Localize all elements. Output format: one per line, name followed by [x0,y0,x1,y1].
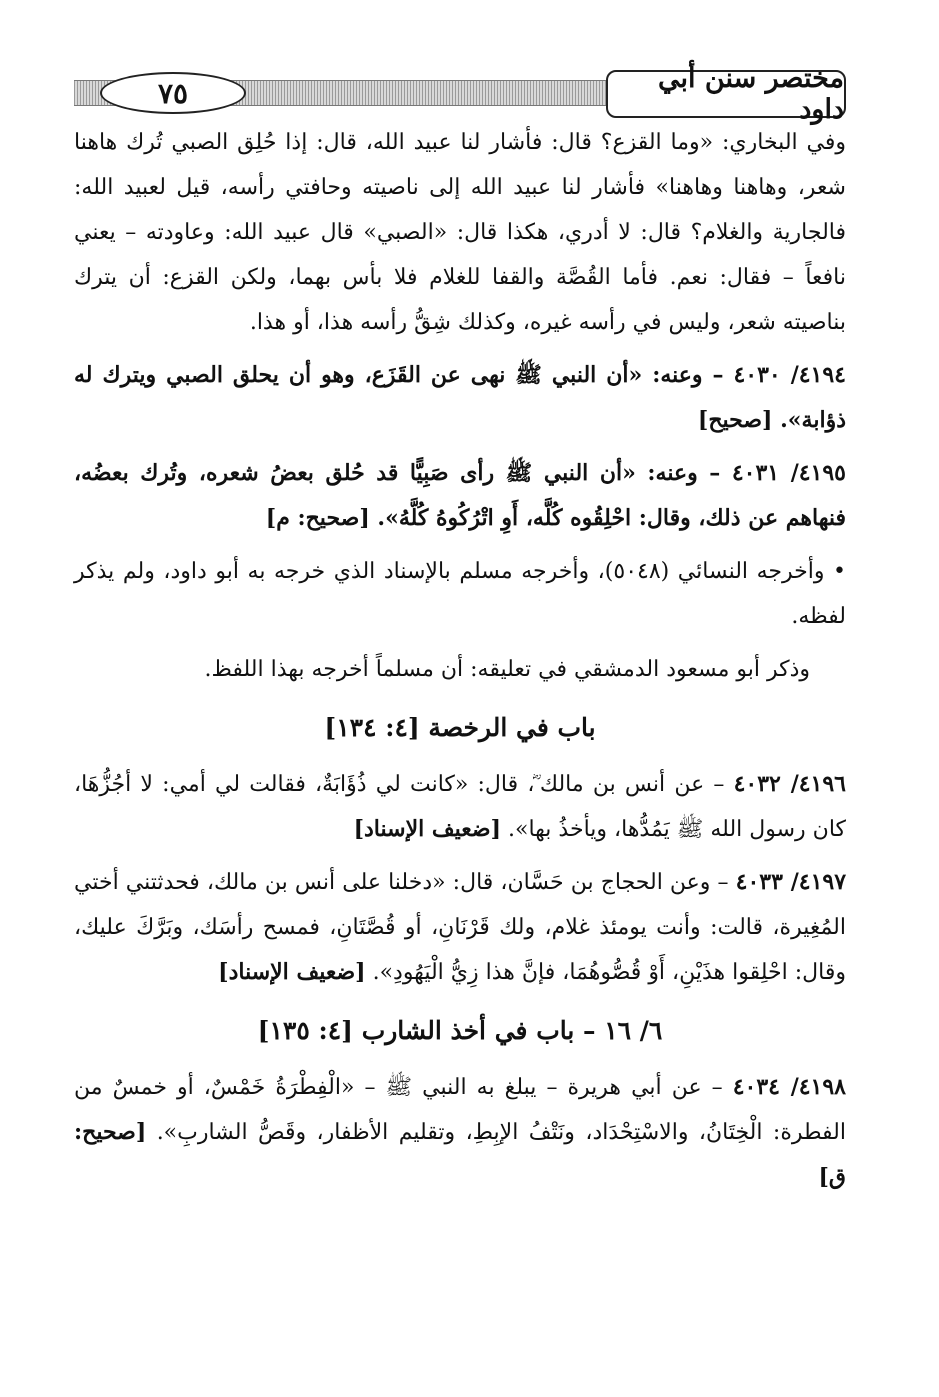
hadith-4198 [74,1065,846,1200]
book-title: مختصر سنن أبي داود [606,70,846,118]
note-nasai: • وأخرجه النسائي (٥٠٤٨)، وأخرجه مسلم بالإسناد الذي خرجه به أبو داود، ولم يذكر لفظه. [74,559,846,629]
hadith-number: ٤١٩٨/ ٤٠٣٤ [732,1074,846,1100]
note-damashqi: وذكر أبو مسعود الدمشقي في تعليقه: أن مسلماً أخرجه بهذا اللفظ. [204,657,810,682]
hadith-number: ٤١٩٥/ ٤٠٣١ [731,460,846,486]
section-heading-rukhsa: باب في الرخصة [٤: ١٣٤] [324,713,596,742]
hadith-grade: [صحيح: م] [265,505,370,531]
hadith-number: ٤١٩٦/ ٤٠٣٢ [733,771,846,797]
hadith-4195 [74,451,846,541]
hadith-text: – وعنه: «أن النبي ﷺ رأى صَبِيًّا قد حُلق بعضُ شعره، وتُرك بعضُه، فنهاهم عن ذلك، وقال: احْلِقُوه كُلَّه، أَوِ اتْرُكُوهُ كُلَّهُ». [74,460,846,531]
hadith-grade: [ضعيف الإسناد] [353,816,502,842]
page-number: ٧٥ [100,72,246,114]
section-heading-mustache: ٦/ ١٦ – باب في أخذ الشارب [٤: ١٣٥] [257,1016,663,1045]
hadith-4194 [74,353,846,443]
hadith-text: – عن أنس بن مالك ؓ، قال: «كانت لي ذُؤَابَةٌ، فقالت لي أمي: لا أجُزُّهَا، كان رسول الله ﷺ يَمُدُّها، ويأخذُ بها». [74,772,846,842]
hadith-grade: [ضعيف الإسناد] [218,959,366,985]
hadith-number: ٤١٩٤/ ٤٠٣٠ [733,362,846,388]
hadith-text: – عن أبي هريرة – يبلغ به النبي ﷺ – «الْفِطْرَةُ خَمْسٌ، أو خمسٌ من الفطرة: الْخِتَانُ، والاسْتِحْدَاد، ونَتْفُ الإبِطِ، وتقليم الأظفار، وقَصُّ الشاربِ». [74,1075,846,1145]
paragraph-bukhari: وفي البخاري: «وما القزع؟ قال: فأشار لنا عبيد الله، قال: إذا حُلِق الصبي تُرك هاهنا شعر، وهاهنا وهاهنا» فأشار لنا عبيد الله إلى ناصيته وحافتي رأسه، قيل لعبيد الله: فالجارية والغلام؟ قال: لا أدري، هكذا قال: «الصبي» قال عبيد الله: وعاودته – يعني نافعاً – فقال: نعم. فأما القُصَّة والقفا للغلام فلا بأس بهما، ولكن القزع: أن يترك بناصيته شعر، وليس في رأسه غيره، وكذلك شِقُّ رأسه هذا، أو هذا. [74,130,846,335]
page-header [74,63,846,125]
hadith-number: ٤١٩٧/ ٤٠٣٣ [735,869,847,895]
hadith-4196 [74,762,846,852]
page-body [74,120,846,1208]
hadith-text: – وعن الحجاج بن حَسَّان، قال: «دخلنا على أنس بن مالك، فحدثتني أختي المُغِيرة، قالت: وأنت يومئذ غلام، ولك قَرْنَانِ، أو قُصَّتَانِ، فمسح رأسَك، وبَرَّكَ عليك، وقال: احْلِقوا هذَيْنِ، أَوْ قُصُّوهُمَا، فإنَّ هذا زِيُّ الْيَهُودِ». [74,870,846,985]
hadith-4197 [74,860,846,995]
hadith-grade: [صحيح: ق] [74,1119,846,1190]
hadith-text: – وعنه: «أن النبي ﷺ نهى عن القَزَع، وهو أن يحلق الصبي ويترك له ذؤابة». [74,362,846,433]
hadith-grade: [صحيح] [697,407,773,433]
